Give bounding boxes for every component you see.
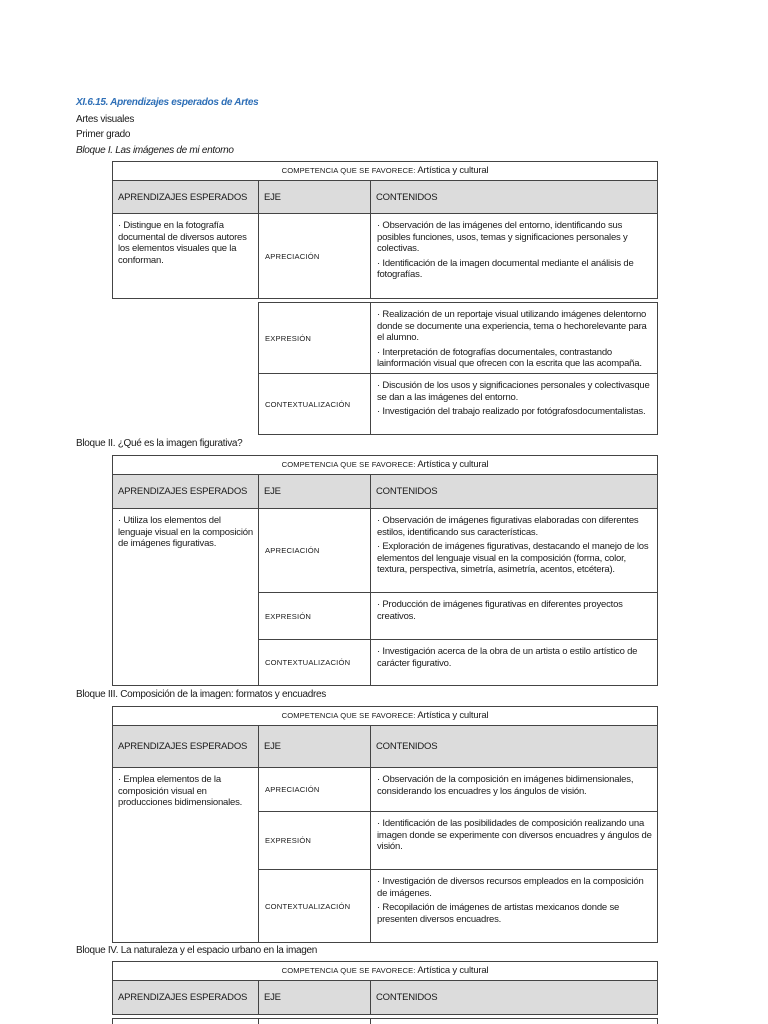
contenidos-cell (370, 811, 658, 870)
bloque-4-title: Bloque IV. La naturaleza y el espacio urbano en la imagen (76, 945, 318, 956)
contenido-item: · Recopilación de imágenes de artistas mexicanos donde se presenten diversos encuadres. (377, 902, 620, 925)
eje-apreciacion: APRECIACIÓN (258, 767, 371, 812)
aprendizaje-cell: · Emplea elementos de la composición visual en producciones bidimensionales. (112, 767, 259, 943)
contenido-item: · Investigación acerca de la obra de un artista o estilo artístico de carácter figurativo. (377, 646, 638, 669)
header-aprendizajes: APRENDIZAJES ESPERADOS (112, 980, 259, 1015)
eje-expresion: EXPRESIÓN (258, 811, 371, 870)
grade-line: Primer grado (76, 129, 131, 140)
eje-contextualizacion: CONTEXTUALIZACIÓN (258, 639, 371, 686)
contenidos-cell (370, 302, 658, 374)
contenido-item: · Identificación de las posibilidades de composición realizando una imagen donde se experimente con diversos encuadres y ángulos de visión. (377, 818, 652, 852)
contenidos-cell (370, 373, 658, 435)
competencia-label: COMPETENCIA QUE SE FAVORECE: (281, 166, 416, 175)
contenidos-cell (370, 508, 658, 593)
contenido-item: · Interpretación de fotografías documentales, contrastando lainformación visual que ofrecen con la escrita que las acompaña. (377, 346, 642, 369)
competencia-value: Artística y cultural (417, 165, 489, 176)
competencia-value: Artística y cultural (417, 710, 489, 721)
eje-apreciacion: APRECIACIÓN (258, 213, 371, 299)
competencia-label: COMPETENCIA QUE SE FAVORECE: (281, 460, 416, 469)
aprendizaje-cell (112, 1018, 259, 1024)
contenido-item: · Exploración de imágenes figurativas, destacando el manejo de los elementos del lenguaje visual en la composición (forma, color, textura, perspectiva, simetría, asimetría, acentos, etcétera). (377, 541, 649, 575)
contenido-item: · Observación de las imágenes del entorno, identificando sus posibles funciones, usos, temas y significaciones personales y colectivas. (377, 220, 628, 254)
subject-line: Artes visuales (76, 114, 135, 125)
contenidos-cell (370, 639, 658, 686)
header-eje: EJE (258, 725, 371, 768)
aprendizaje-cell: · Utiliza los elementos del lenguaje visual en la composición de imágenes figurativas. (112, 508, 259, 686)
header-aprendizajes: APRENDIZAJES ESPERADOS (112, 725, 259, 768)
header-eje: EJE (258, 474, 371, 509)
contenido-item: · Investigación del trabajo realizado por fotógrafosdocumentalistas. (377, 406, 646, 417)
contenidos-cell (370, 869, 658, 943)
contenido-item: · Investigación de diversos recursos empleados en la composición de imágenes. (377, 876, 644, 899)
competencia-row (112, 161, 658, 181)
contenido-item: · Realización de un reportaje visual utilizando imágenes delentorno donde se documente una experiencia, tema o hechorelevante para el alumno. (377, 309, 647, 343)
contenido-item: · Discusión de los usos y significaciones personales y colectivasque se dan a las imágenes del entorno. (377, 380, 650, 403)
eje-contextualizacion: CONTEXTUALIZACIÓN (258, 373, 371, 435)
bloque-3-title: Bloque III. Composición de la imagen: formatos y encuadres (76, 689, 326, 700)
contenido-item: · Observación de imágenes figurativas elaboradas con diferentes estilos, identificando sus características. (377, 515, 639, 538)
competencia-row (112, 706, 658, 726)
header-contenidos: CONTENIDOS (370, 474, 658, 509)
eje-apreciacion: APRECIACIÓN (258, 508, 371, 593)
eje-expresion: EXPRESIÓN (258, 302, 371, 374)
competencia-row (112, 961, 658, 981)
header-aprendizajes: APRENDIZAJES ESPERADOS (112, 180, 259, 214)
contenido-item: · Observación de la composición en imágenes bidimensionales, considerando los encuadres y los ángulos de visión. (377, 774, 634, 797)
eje-cell (258, 1018, 371, 1024)
header-eje: EJE (258, 980, 371, 1015)
competencia-row (112, 455, 658, 475)
eje-contextualizacion: CONTEXTUALIZACIÓN (258, 869, 371, 943)
competencia-value: Artística y cultural (417, 459, 489, 470)
contenidos-cell (370, 592, 658, 640)
aprendizaje-cell: · Distingue en la fotografía documental de diversos autores los elementos visuales que la conforman. (112, 213, 259, 299)
contenidos-cell (370, 213, 658, 299)
header-contenidos: CONTENIDOS (370, 725, 658, 768)
contenidos-cell (370, 1018, 658, 1024)
eje-expresion: EXPRESIÓN (258, 592, 371, 640)
contenido-item: · Identificación de la imagen documental mediante el análisis de fotografías. (377, 257, 634, 280)
header-contenidos: CONTENIDOS (370, 980, 658, 1015)
competencia-label: COMPETENCIA QUE SE FAVORECE: (281, 711, 416, 720)
section-title: XI.6.15. Aprendizajes esperados de Artes (76, 97, 259, 108)
competencia-label: COMPETENCIA QUE SE FAVORECE: (281, 966, 416, 975)
contenido-item: · Producción de imágenes figurativas en diferentes proyectos creativos. (377, 599, 623, 622)
competencia-value: Artística y cultural (417, 965, 489, 976)
header-aprendizajes: APRENDIZAJES ESPERADOS (112, 474, 259, 509)
bloque-2-title: Bloque II. ¿Qué es la imagen figurativa? (76, 438, 243, 449)
header-contenidos: CONTENIDOS (370, 180, 658, 214)
bloque-1-title: Bloque I. Las imágenes de mi entorno (76, 145, 234, 156)
contenidos-cell (370, 767, 658, 812)
header-eje: EJE (258, 180, 371, 214)
